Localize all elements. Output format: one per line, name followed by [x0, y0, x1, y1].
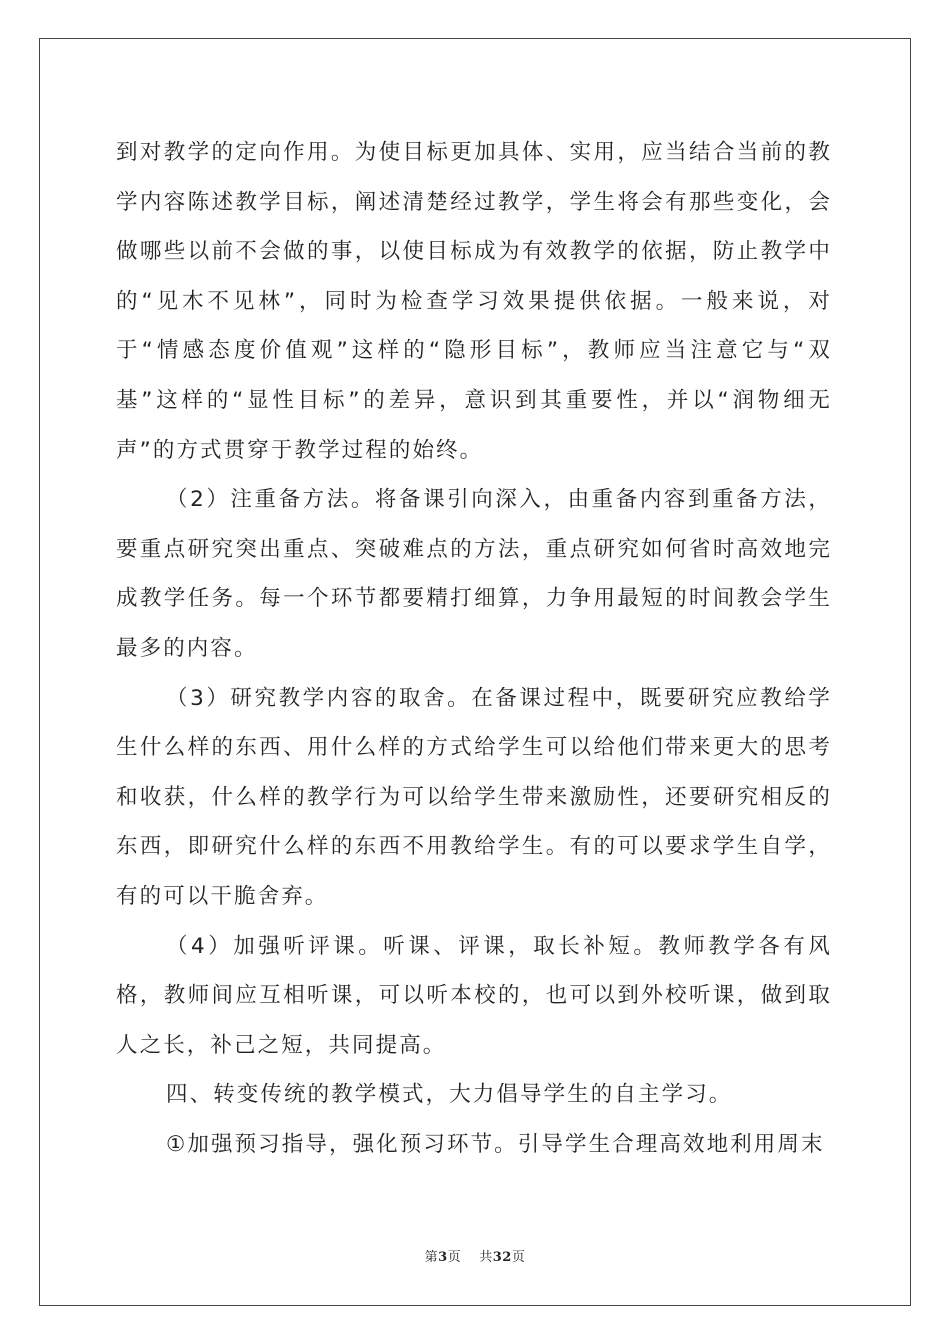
paragraph-4: （4）加强听评课。听课、评课，取长补短。教师教学各有风格，教师间应互相听课，可以听本校的，也可以到外校听课，做到取人之长，补己之短，共同提高。 — [116, 933, 832, 1058]
paragraph-6: ①加强预习指导，强化预习环节。引导学生合理高效地利用周末 — [166, 1131, 825, 1157]
page-prefix: 第 — [424, 1250, 439, 1265]
total-suffix: 页 — [511, 1250, 526, 1265]
paragraph-1: 到对教学的定向作用。为使目标更加具体、实用，应当结合当前的教学内容陈述教学目标，阐述清楚经过教学，学生将会有那些变化，会做哪些以前不会做的事，以使目标成为有效教学的依据，防止教学中的“见木不见林”，同时为检查学习效果提供依据。一般来说，对于“情感态度价值观”这样的“隐形目标”，教师应当注意它与“双基”这样的“显性目标”的差异，意识到其重要性，并以“润物细无声”的方式贯穿于教学过程的始终。 — [116, 140, 832, 463]
section-heading: 四、转变传统的教学模式，大力倡导学生的自主学习。 — [166, 1082, 733, 1108]
page-suffix: 页 — [447, 1250, 462, 1265]
page-number: 3 — [438, 1250, 448, 1265]
document-body — [116, 128, 832, 1169]
total-pages: 32 — [492, 1250, 512, 1265]
paragraph-2: （2）注重备方法。将备课引向深入，由重备内容到重备方法，要重点研究突出重点、突破难点的方法，重点研究如何省时高效地完成教学任务。每一个环节都要精打细算，力争用最短的时间教会学生最多的内容。 — [116, 487, 832, 661]
paragraph-3: （3）研究教学内容的取舍。在备课过程中，既要研究应教给学生什么样的东西、用什么样的方式给学生可以给他们带来更大的思考和收获，什么样的教学行为可以给学生带来激励性，还要研究相反的东西，即研究什么样的东西不用教给学生。有的可以要求学生自学，有的可以干脆舍弃。 — [116, 685, 832, 909]
total-prefix: 共 — [479, 1250, 493, 1265]
page-footer — [0, 1246, 950, 1265]
